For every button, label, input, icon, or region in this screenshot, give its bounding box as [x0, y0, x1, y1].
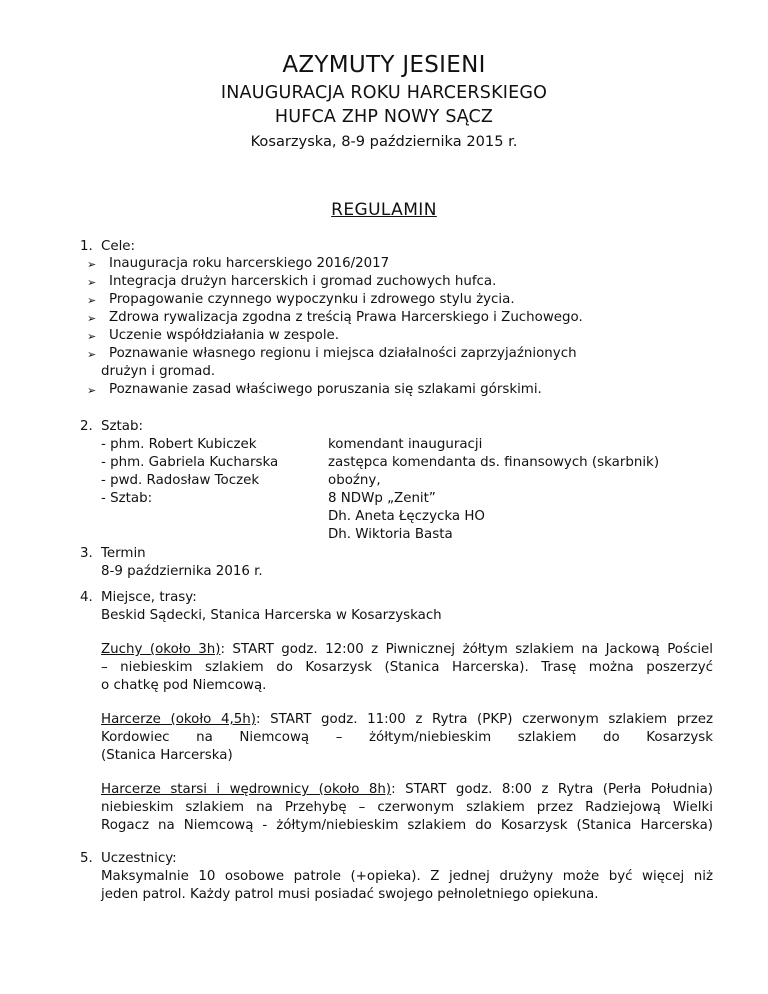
- staff-role-1: komendant inauguracji: [328, 437, 483, 452]
- route-starsi-label: Harcerze starsi i wędrownicy (około 8h): [101, 782, 392, 797]
- route-starsi-text: : START godz. 8:00 z Rytra (Perła Południa): [391, 782, 713, 797]
- arrow-icon: ➢: [87, 330, 97, 343]
- section-1-number: 1.: [80, 239, 93, 254]
- goal-item-6: Poznawanie własnego regionu i miejsca działalności zaprzyjaźnionych: [109, 346, 577, 361]
- regulamin-heading: REGULAMIN: [331, 200, 437, 220]
- route-zuchy-line-3: o chatkę pod Niemcową.: [101, 678, 267, 693]
- route-zuchy-line-1: [101, 641, 713, 658]
- goal-item-1: Inauguracja roku harcerskiego 2016/2017: [109, 256, 390, 271]
- staff-role-6: Dh. Wiktoria Basta: [328, 527, 453, 542]
- location-line: Beskid Sądecki, Stanica Harcerska w Kosarzyskach: [101, 608, 442, 623]
- arrow-icon: ➢: [87, 348, 97, 361]
- staff-role-2: zastępca komendanta ds. finansowych (skarbnik): [328, 455, 660, 470]
- route-harcerze-line-1: [101, 711, 713, 728]
- route-harcerze-line-3: (Stanica Harcerska): [101, 748, 233, 763]
- goal-item-5: Uczenie współdziałania w zespole.: [109, 328, 340, 343]
- participants-line-1: Maksymalnie 10 osobowe patrole (+opieka). Z jednej drużyny może być więcej niż: [101, 869, 713, 884]
- route-starsi-line-3: Rogacz na Niemcową - żółtym/niebieskim szlakiem do Kosarzysk (Stanica Harcerska): [101, 818, 713, 833]
- arrow-icon: ➢: [87, 258, 97, 271]
- goal-item-4: Zdrowa rywalizacja zgodna z treścią Prawa Harcerskiego i Zuchowego.: [109, 310, 583, 325]
- section-4-title: Miejsce, trasy:: [101, 590, 197, 605]
- staff-role-5: Dh. Aneta Łęczycka HO: [328, 509, 485, 524]
- route-harcerze-line-2: Kordowiec na Niemcową – żółtym/niebieskim szlakiem do Kosarzysk: [101, 730, 713, 745]
- term-dates: 8-9 października 2016 r.: [101, 564, 263, 579]
- arrow-icon: ➢: [87, 294, 97, 307]
- document-title: AZYMUTY JESIENI: [282, 52, 486, 78]
- participants-line-2: jeden patrol. Każdy patrol musi posiadać swojego pełnoletniego opiekuna.: [101, 887, 599, 902]
- route-zuchy-label: Zuchy (około 3h): [101, 642, 221, 657]
- route-zuchy-line-2: – niebieskim szlakiem do Kosarzysk (Stanica Harcerska). Trasę można poszerzyć: [101, 660, 713, 675]
- goal-item-6-continuation: drużyn i gromad.: [101, 364, 216, 379]
- arrow-icon: ➢: [87, 276, 97, 289]
- section-1-title: Cele:: [101, 239, 136, 254]
- document-subtitle-2: HUFCA ZHP NOWY SĄCZ: [274, 107, 494, 127]
- staff-member-2: - phm. Gabriela Kucharska: [101, 455, 279, 470]
- section-3-number: 3.: [80, 546, 93, 561]
- staff-member-4: - Sztab:: [101, 491, 153, 506]
- staff-role-3: oboźny,: [328, 473, 381, 488]
- section-3-title: Termin: [101, 546, 146, 561]
- section-2-number: 2.: [80, 419, 93, 434]
- route-starsi-line-2: niebieskim szlakiem na Przehybę – czerwonym szlakiem przez Radziejową Wielki: [101, 800, 713, 815]
- document-subtitle-1: INAUGURACJA ROKU HARCERSKIEGO: [220, 83, 548, 103]
- section-2-title: Sztab:: [101, 419, 143, 434]
- goal-item-3: Propagowanie czynnego wypoczynku i zdrowego stylu życia.: [109, 292, 515, 307]
- section-5-title: Uczestnicy:: [101, 851, 177, 866]
- route-starsi-line-1: [101, 781, 713, 798]
- goal-item-7: Poznawanie zasad właściwego poruszania się szlakami górskimi.: [109, 382, 542, 397]
- goal-item-2: Integracja drużyn harcerskich i gromad zuchowych hufca.: [109, 274, 497, 289]
- route-harcerze-text: : START godz. 11:00 z Rytra (PKP) czerwonym szlakiem przez: [255, 712, 713, 727]
- staff-member-1: - phm. Robert Kubiczek: [101, 437, 257, 452]
- staff-role-4: 8 NDWp „Zenit”: [328, 491, 436, 506]
- staff-member-3: - pwd. Radosław Toczek: [101, 473, 260, 488]
- place-and-date: Kosarzyska, 8-9 października 2015 r.: [250, 133, 518, 150]
- arrow-icon: ➢: [87, 312, 97, 325]
- route-harcerze-label: Harcerze (około 4,5h): [101, 712, 256, 727]
- route-zuchy-text: : START godz. 12:00 z Piwnicznej żółtym szlakiem na Jackową Pościel: [220, 642, 714, 657]
- arrow-icon: ➢: [87, 384, 97, 397]
- section-5-number: 5.: [80, 851, 93, 866]
- section-4-number: 4.: [80, 590, 93, 605]
